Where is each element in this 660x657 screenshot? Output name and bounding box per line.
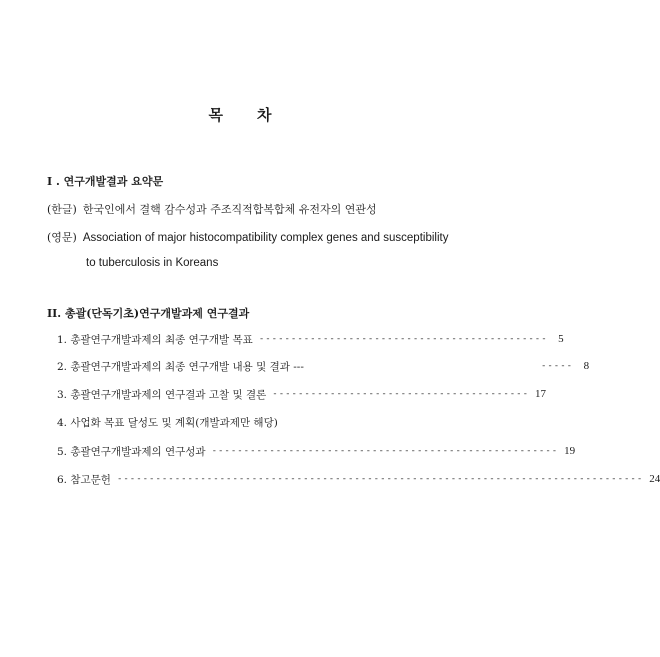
korean-title: 한국인에서 결핵 감수성과 주조직적합복합체 유전자의 연관성: [82, 203, 377, 216]
korean-tag: (한글): [47, 203, 77, 216]
toc-entry: [57, 358, 590, 374]
toc-leader: ------------------------------------------------------: [211, 446, 559, 456]
toc-leader: ----------------------------------------: [272, 389, 530, 399]
toc-entry-label: 1. 총괄연구개발과제의 최종 연구개발 목표: [57, 333, 253, 346]
toc-page-number: 19: [564, 445, 576, 457]
toc-page-number: 24: [649, 473, 660, 485]
section-1-heading: I . 연구개발결과 요약문: [47, 175, 164, 188]
toc-entry-label: 4. 사업화 목표 달성도 및 계획(개발과제만 해당): [57, 416, 278, 429]
korean-summary-line: [47, 201, 377, 217]
english-summary-line: [47, 229, 448, 245]
toc-entry-label: 6. 참고문헌: [57, 473, 111, 486]
english-tag: (영문): [47, 231, 77, 244]
toc-entry-label: 2. 총괄연구개발과제의 최종 연구개발 내용 및 결과 ---: [57, 360, 304, 373]
toc-entry-label: 3. 총괄연구개발과제의 연구결과 고찰 및 결론: [57, 388, 267, 401]
toc-leader: ---------------------------------------------: [258, 334, 548, 344]
toc-page-number: 5: [558, 333, 564, 345]
toc-page-number: 17: [535, 388, 547, 400]
toc-entry: [57, 386, 547, 402]
toc-entry: [57, 331, 564, 347]
toc-page-number: 8: [583, 360, 590, 372]
section-2-heading: II. 총괄(단독기초)연구개발과제 연구결과: [47, 307, 250, 320]
toc-entry-label: 5. 총괄연구개발과제의 연구성과: [57, 445, 206, 458]
document-title: [0, 104, 480, 125]
toc-entry: [57, 471, 660, 487]
toc-entry: [57, 414, 435, 430]
title-char-1: 목: [208, 106, 223, 124]
title-char-2: 차: [257, 106, 272, 124]
toc-leader: ----------------------------------------------------------------------------------: [116, 474, 644, 484]
toc-leader: -----: [309, 361, 574, 371]
english-title-line-2: to tuberculosis in Koreans: [86, 257, 219, 269]
toc-entry: [57, 443, 576, 459]
english-title-line-1: Association of major histocompatibility complex genes and susceptibility: [82, 232, 449, 244]
